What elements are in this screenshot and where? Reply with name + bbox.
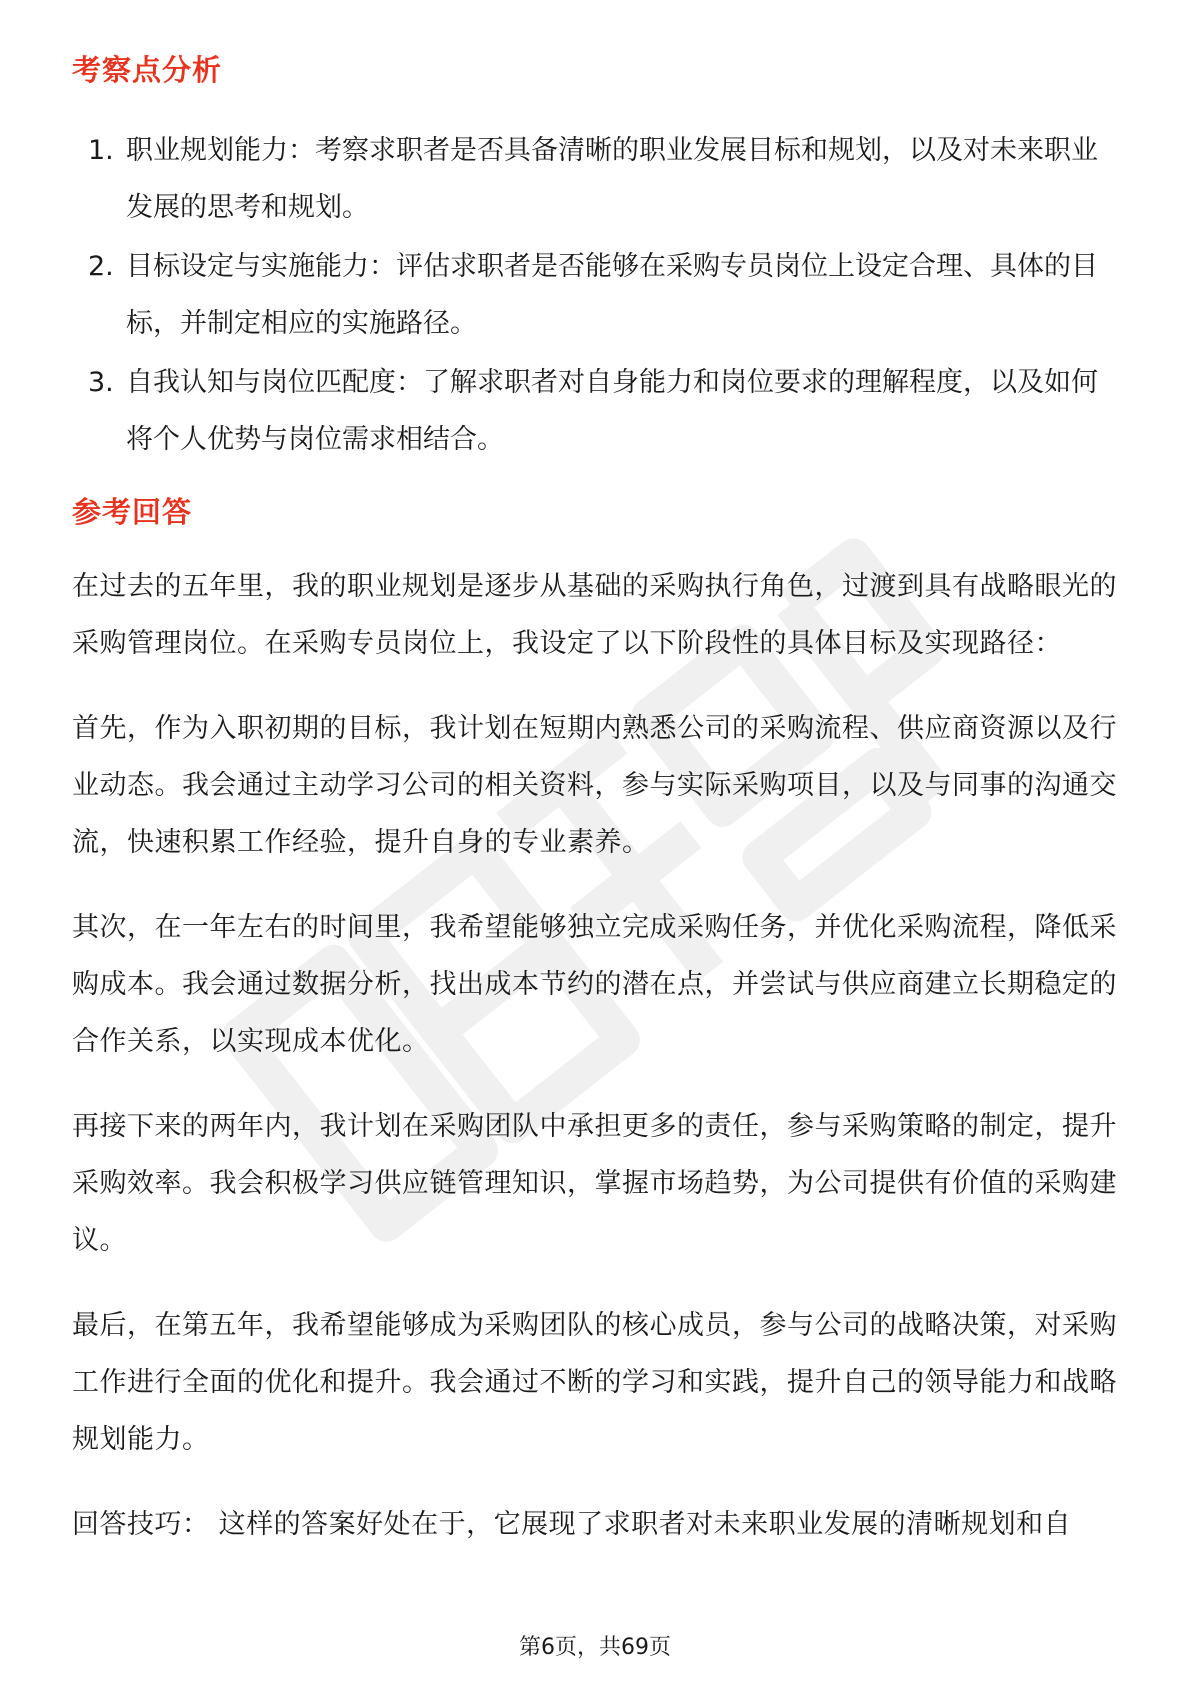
list-item-number: 1. xyxy=(88,135,114,166)
answer-tip-paragraph: 回答技巧： 这样的答案好处在于，它展现了求职者对未来职业发展的清晰规划和自 xyxy=(72,1509,1072,1540)
answer-body xyxy=(72,558,1122,1581)
section-title-analysis: 考察点分析 xyxy=(72,53,223,87)
list-item xyxy=(80,238,1120,352)
answer-paragraph: 其次，在一年左右的时间里，我希望能够独立完成采购任务，并优化采购流程，降低采购成本。我会通过数据分析，找出成本节约的潜在点，并尝试与供应商建立长期稳定的合作关系，以实现成本优化。 xyxy=(72,912,1117,1057)
list-item-number: 2. xyxy=(88,251,114,282)
answer-paragraph: 在过去的五年里，我的职业规划是逐步从基础的采购执行角色，过渡到具有战略眼光的采购管理岗位。在采购专员岗位上，我设定了以下阶段性的具体目标及实现路径： xyxy=(72,571,1117,659)
list-item-number: 3. xyxy=(88,367,114,398)
analysis-list xyxy=(80,122,1120,470)
list-item-text: 职业规划能力：考察求职者是否具备清晰的职业发展目标和规划，以及对未来职业发展的思考和规划。 xyxy=(126,135,1098,223)
answer-paragraph: 最后，在第五年，我希望能够成为采购团队的核心成员，参与公司的战略决策，对采购工作进行全面的优化和提升。我会通过不断的学习和实践，提升自己的领导能力和战略规划能力。 xyxy=(72,1310,1117,1455)
list-item-text: 自我认知与岗位匹配度：了解求职者对自身能力和岗位要求的理解程度，以及如何将个人优势与岗位需求相结合。 xyxy=(126,367,1098,455)
list-item xyxy=(80,354,1120,468)
answer-paragraph: 首先，作为入职初期的目标，我计划在短期内熟悉公司的采购流程、供应商资源以及行业动态。我会通过主动学习公司的相关资料，参与实际采购项目，以及与同事的沟通交流，快速积累工作经验，提升自身的专业素养。 xyxy=(72,713,1117,858)
list-item xyxy=(80,122,1120,236)
answer-paragraph: 再接下来的两年内，我计划在采购团队中承担更多的责任，参与采购策略的制定，提升采购效率。我会积极学习供应链管理知识，掌握市场趋势，为公司提供有价值的采购建议。 xyxy=(72,1111,1117,1256)
list-item-text: 目标设定与实施能力：评估求职者是否能够在采购专员岗位上设定合理、具体的目标，并制定相应的实施路径。 xyxy=(126,251,1098,339)
page-number: 第6页，共69页 xyxy=(519,1635,671,1660)
section-title-reference-answer: 参考回答 xyxy=(72,495,193,529)
